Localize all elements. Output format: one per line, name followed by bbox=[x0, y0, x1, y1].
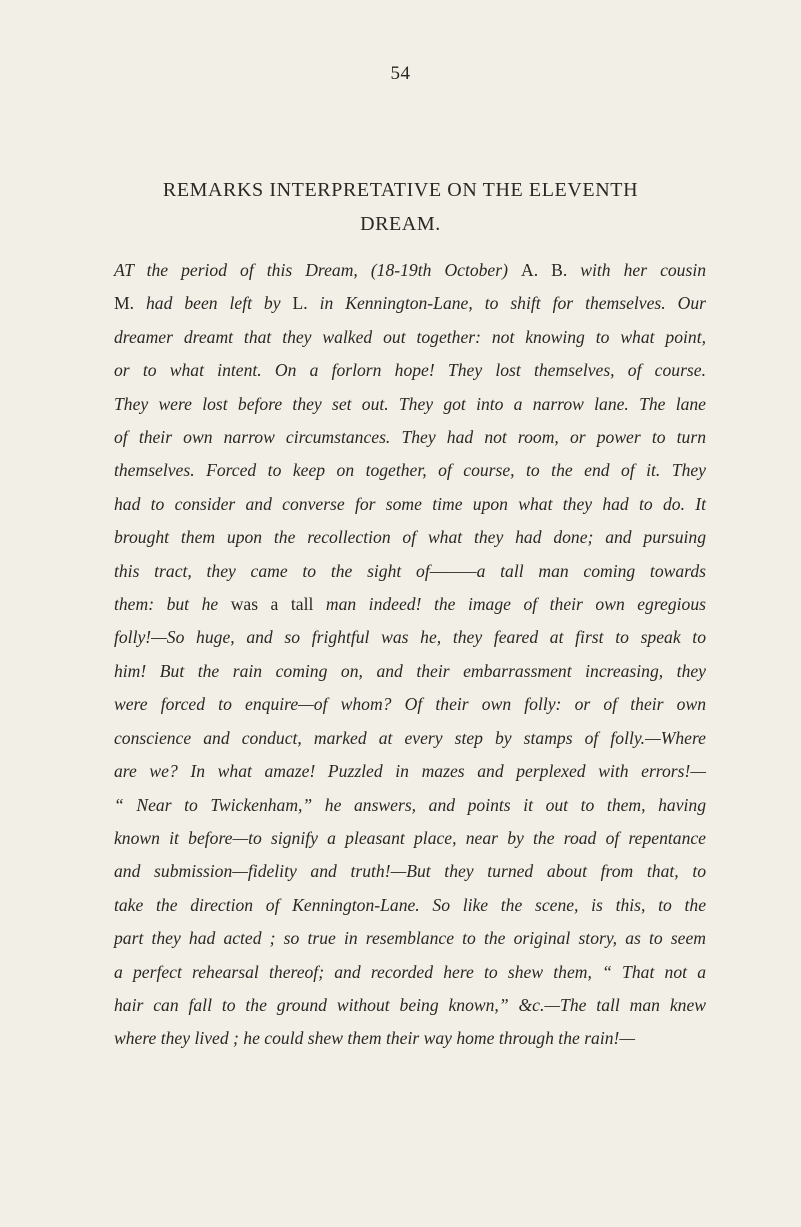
body-text-segment: of their own narrow circumstances. They had not room, or power to turn bbox=[114, 427, 706, 448]
body-line bbox=[114, 588, 706, 621]
body-text-segment: hair can fall to the ground without being known,” &c.—The tall man knew bbox=[114, 994, 706, 1015]
body-line bbox=[114, 956, 706, 989]
body-text-segment: L. bbox=[292, 293, 308, 314]
body-text-segment: a perfect rehearsal thereof; and recorded here to shew them, “ That not a bbox=[114, 961, 706, 982]
body-text-segment: A. B. bbox=[520, 260, 568, 280]
body-line bbox=[114, 421, 706, 454]
body-line bbox=[114, 688, 706, 721]
body-line bbox=[114, 287, 706, 320]
body-text-segment: them: but he bbox=[114, 594, 231, 615]
body-text-segment: had to consider and converse for some time upon what they had to do. It bbox=[114, 493, 706, 514]
body-text-segment: dreamer dreamt that they walked out together: not knowing to what point, bbox=[114, 326, 706, 347]
body-text-segment: or to what intent. On a forlorn hope! They lost themselves, of course. bbox=[114, 360, 706, 381]
body-line bbox=[114, 855, 706, 888]
body-text-segment: him! But the rain coming on, and their embarrassment increasing, they bbox=[114, 660, 706, 681]
body-text-segment: M. bbox=[114, 293, 135, 314]
body-text-segment: themselves. Forced to keep on together, of course, to the end of it. They bbox=[114, 460, 706, 481]
body-text-segment: brought them upon the recollection of what they had done; and pursuing bbox=[114, 527, 706, 548]
body-line bbox=[114, 789, 706, 822]
body-line bbox=[114, 521, 706, 554]
body-text-segment: were forced to enquire—of whom? Of their own folly: or of their own bbox=[114, 694, 706, 715]
title-line: REMARKS INTERPRETATIVE ON THE ELEVENTH bbox=[162, 179, 639, 201]
body-text-segment: take the direction of Kennington-Lane. So like the scene, is this, to the bbox=[114, 894, 706, 915]
body-line bbox=[114, 321, 706, 354]
body-text-segment: with her cousin bbox=[567, 260, 707, 280]
body-line bbox=[114, 822, 706, 855]
page-number: 54 bbox=[390, 63, 411, 84]
title-line: DREAM. bbox=[360, 213, 441, 235]
body-line bbox=[114, 454, 706, 487]
body-text-segment: where they lived ; he could shew them their way home through the rain!— bbox=[114, 1028, 636, 1049]
body-text-segment: in Kennington-Lane, to shift for themselves. Our bbox=[307, 293, 706, 314]
body-line bbox=[114, 889, 706, 922]
body-text-segment: man indeed! the image of their own egregious bbox=[313, 594, 706, 615]
body-text-segment: AT the period of this Dream, (18-19th October) bbox=[114, 260, 521, 280]
body-line bbox=[114, 1022, 706, 1055]
body-text-segment: folly!—So huge, and so frightful was he, they feared at first to speak to bbox=[114, 627, 706, 648]
body-text-segment: They were lost before they set out. They got into a narrow lane. The lane bbox=[114, 393, 706, 414]
body-text-segment: conscience and conduct, marked at every step by stamps of folly.—Where bbox=[114, 727, 706, 748]
body-line bbox=[114, 488, 706, 521]
body-text-segment: part they had acted ; so true in resemblance to the original story, as to seem bbox=[114, 928, 706, 949]
body-text-segment: “ Near to Twickenham,” he answers, and points it out to them, having bbox=[114, 794, 706, 815]
body-line bbox=[114, 922, 706, 955]
body-text-segment: was a tall bbox=[230, 594, 314, 615]
body-line bbox=[114, 655, 706, 688]
body-line bbox=[114, 388, 706, 421]
page-title bbox=[60, 173, 741, 241]
body-line bbox=[114, 722, 706, 755]
body-paragraph bbox=[114, 254, 706, 1056]
body-line bbox=[114, 755, 706, 788]
body-text-segment: are we? In what amaze! Puzzled in mazes and perplexed with errors!— bbox=[114, 761, 706, 782]
body-text-segment: this tract, they came to the sight of———a tall man coming towards bbox=[114, 560, 706, 581]
body-line bbox=[114, 989, 706, 1022]
body-line bbox=[114, 621, 706, 654]
body-line bbox=[114, 254, 706, 287]
body-line bbox=[114, 555, 706, 588]
body-text-segment: had been left by bbox=[134, 293, 293, 314]
body-text-segment: known it before—to signify a pleasant place, near by the road of repentance bbox=[114, 827, 706, 848]
body-line bbox=[114, 354, 706, 387]
body-text-segment: and submission—fidelity and truth!—But they turned about from that, to bbox=[114, 861, 706, 882]
